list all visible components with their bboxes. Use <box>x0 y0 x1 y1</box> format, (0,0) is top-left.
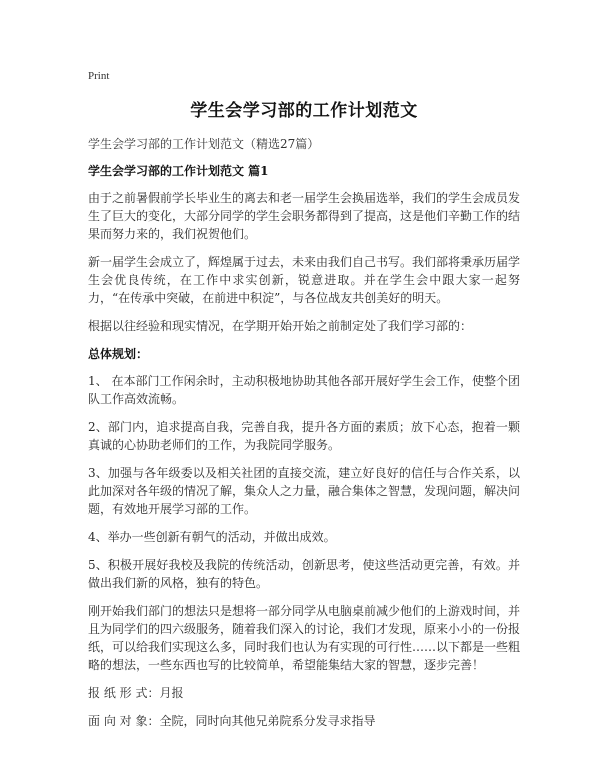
newspaper-form-line: 报 纸 形 式：月报 <box>88 686 184 700</box>
plan-item-4: 4、举办一些创新有朝气的活动，并做出成效。 <box>88 530 336 544</box>
plan-heading: 总体规划： <box>88 347 149 361</box>
plan-item-3: 3、加强与各年级委以及相关社团的直接交流，建立好良好的信任与合作关系，以此加深对各年级的情况了解，集众人之力量，融合集体之智慧，发现问题，解决问题，有效地开展学习部的工作。 <box>88 466 521 516</box>
document-title: 学生会学习部的工作计划范文 <box>190 101 418 121</box>
plan-item-1: 1、 在本部门工作闲余时，主动积极地协助其他各部开展好学生会工作，使整个团队工作高效流畅。 <box>88 374 520 406</box>
paragraph-intro: 由于之前暑假前学长毕业生的离去和老一届学生会换届选举，我们的学生会成员发生了巨大的变化，大部分同学的学生会职务都得到了提高，这是他们辛勤工作的结果而努力来的，我们祝贺他们。 <box>88 191 521 241</box>
plan-item-5: 5、积极开展好我校及我院的传统活动，创新思考，使这些活动更完善，有效。并做出我们新的风格，独有的特色。 <box>88 558 520 590</box>
document-subtitle: 学生会学习部的工作计划范文（精选27篇） <box>88 137 320 151</box>
paragraph-new-council: 新一届学生会成立了，辉煌属于过去，未来由我们自己书写。我们部将秉承历届学生会优良传统，在工作中求实创新，锐意进取。并在学生会中跟大家一起努力，“在传承中突破，在前进中积淀”，与各位战友共创美好的明天。 <box>88 255 521 305</box>
audience-line: 面 向 对 象：全院，同时向其他兄弟院系分发寻求指导 <box>88 714 376 728</box>
plan-item-2: 2、部门内，追求提高自我，完善自我，提升各方面的素质；放下心态，抱着一颗真诚的心协助老师们的工作，为我院同学服务。 <box>88 420 520 452</box>
paragraph-closing: 刚开始我们部门的想法只是想将一部分同学从电脑桌前减少他们的上游戏时间，并且为同学们的四六级服务，随着我们深入的讨论，我们才发现，原来小小的一份报纸，可以给我们实现这么多，同时我们也认为有实现的可行性……以下都是一些粗略的想法，一些东西也写的比较简单，希望能集结大家的智慧，逐步完善！ <box>88 604 521 672</box>
document-page <box>88 70 520 740</box>
section-heading: 学生会学习部的工作计划范文 篇1 <box>88 164 269 178</box>
paragraph-plan-intro: 根据以往经验和现实情况，在学期开始开始之前制定处了我们学习部的： <box>88 319 473 333</box>
print-link[interactable]: Print <box>88 70 110 82</box>
